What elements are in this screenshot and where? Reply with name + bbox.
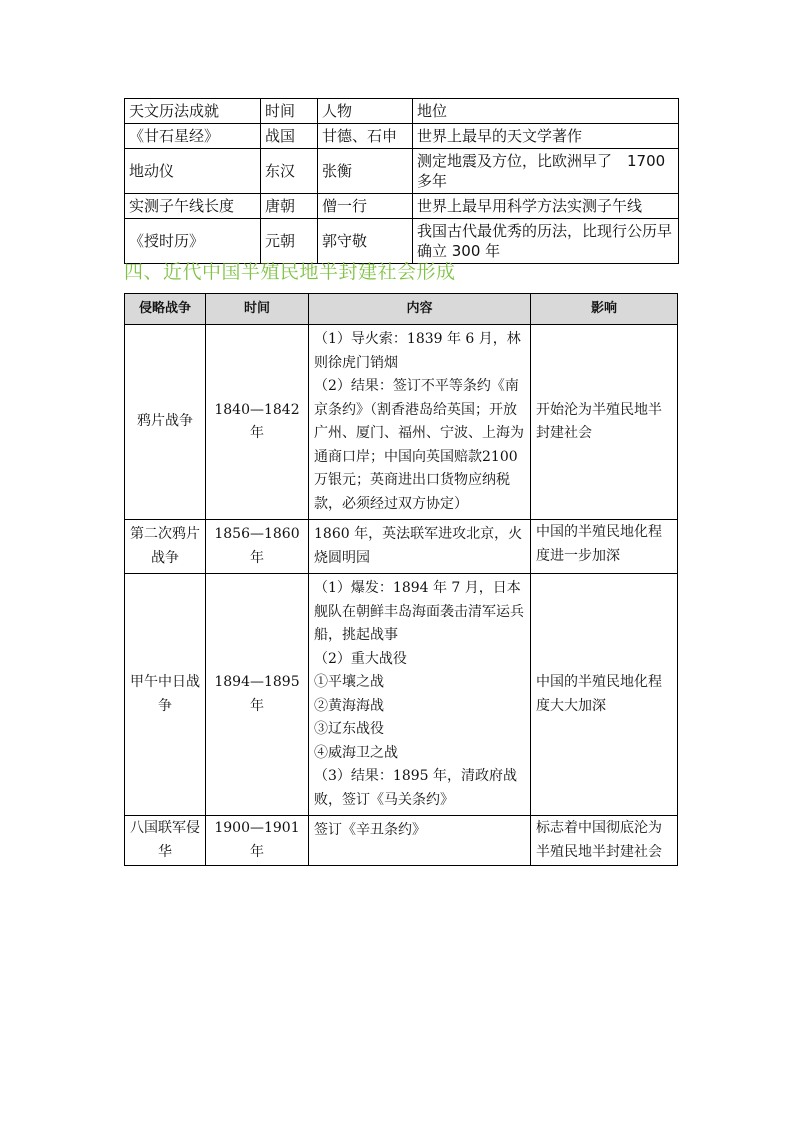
table-row [125, 574, 678, 816]
table-row [125, 520, 678, 574]
status-cell: 世界上最早的天文学著作 [413, 124, 679, 149]
content-line: （2）结果：签订不平等条约《南京条约》（割香港岛给英国；开放广州、厦门、福州、宁波、上海为通商口岸；中国向英国赔款2100 万银元；英商进出口货物应纳税款，必须经过双方协定） [314, 378, 524, 512]
achievement-cell: 《甘石星经》 [125, 124, 261, 149]
header-cell: 侵略战争 [125, 294, 206, 325]
war-cell: 八国联军侵华 [125, 816, 206, 866]
time-cell: 唐朝 [261, 194, 318, 219]
person-cell: 张衡 [318, 149, 413, 194]
achievement-cell: 实测子午线长度 [125, 194, 261, 219]
table-header-row [125, 99, 679, 124]
header-cell: 影响 [531, 294, 678, 325]
table-row [125, 194, 679, 219]
war-cell: 甲午中日战争 [125, 574, 206, 816]
section-heading: 四、近代中国半殖民地半封建社会形成 [124, 261, 456, 283]
person-cell: 甘德、石申 [318, 124, 413, 149]
content-cell [309, 325, 531, 520]
content-line: 签订《辛丑条约》 [314, 822, 426, 838]
status-cell: 测定地震及方位，比欧洲早了 1700多年 [413, 149, 679, 194]
header-cell: 地位 [413, 99, 679, 124]
time-cell: 元朝 [261, 219, 318, 264]
status-cell: 世界上最早用科学方法实测子午线 [413, 194, 679, 219]
time-cell: 战国 [261, 124, 318, 149]
table-row [125, 124, 679, 149]
impact-cell: 中国的半殖民地化程度进一步加深 [531, 520, 678, 574]
content-line: （3）结果：1895 年，清政府战败，签订《马关条约》 [314, 768, 517, 808]
time-cell: 1894—1895 年 [206, 574, 309, 816]
person-cell: 郭守敬 [318, 219, 413, 264]
content-line: （1）爆发：1894 年 7 月，日本舰队在朝鲜丰岛海面袭击清军运兵船，挑起战事 [314, 580, 524, 643]
impact-cell: 标志着中国彻底沦为半殖民地半封建社会 [531, 816, 678, 866]
header-cell: 内容 [309, 294, 531, 325]
header-cell: 时间 [206, 294, 309, 325]
table-row [125, 816, 678, 866]
status-cell: 我国古代最优秀的历法，比现行公历早确立 300 年 [413, 219, 679, 264]
content-line: ③辽东战役 [314, 721, 384, 737]
time-cell: 东汉 [261, 149, 318, 194]
content-line: 1860 年，英法联军进攻北京，火烧圆明园 [314, 526, 523, 566]
impact-cell: 开始沦为半殖民地半封建社会 [531, 325, 678, 520]
content-cell [309, 574, 531, 816]
table-header-row [125, 294, 678, 325]
table-row [125, 149, 679, 194]
header-cell: 时间 [261, 99, 318, 124]
war-cell: 第二次鸦片战争 [125, 520, 206, 574]
impact-cell: 中国的半殖民地化程度大大加深 [531, 574, 678, 816]
time-cell: 1900—1901 年 [206, 816, 309, 866]
content-cell [309, 520, 531, 574]
content-line: （2）重大战役 [314, 650, 407, 667]
wars-table [124, 293, 678, 866]
achievement-cell: 《授时历》 [125, 219, 261, 264]
astronomy-table [124, 98, 679, 264]
person-cell: 僧一行 [318, 194, 413, 219]
header-cell: 天文历法成就 [125, 99, 261, 124]
content-line: ①平壤之战 [314, 674, 384, 690]
table-row [125, 325, 678, 520]
content-line: ④威海卫之战 [314, 744, 398, 761]
achievement-cell: 地动仪 [125, 149, 261, 194]
time-cell: 1840—1842 年 [206, 325, 309, 520]
war-cell: 鸦片战争 [125, 325, 206, 520]
content-cell [309, 816, 531, 866]
content-line: （1）导火索：1839 年 6 月，林则徐虎门销烟 [314, 331, 521, 371]
header-cell: 人物 [318, 99, 413, 124]
content-line: ②黄海海战 [314, 697, 384, 714]
time-cell: 1856—1860 年 [206, 520, 309, 574]
